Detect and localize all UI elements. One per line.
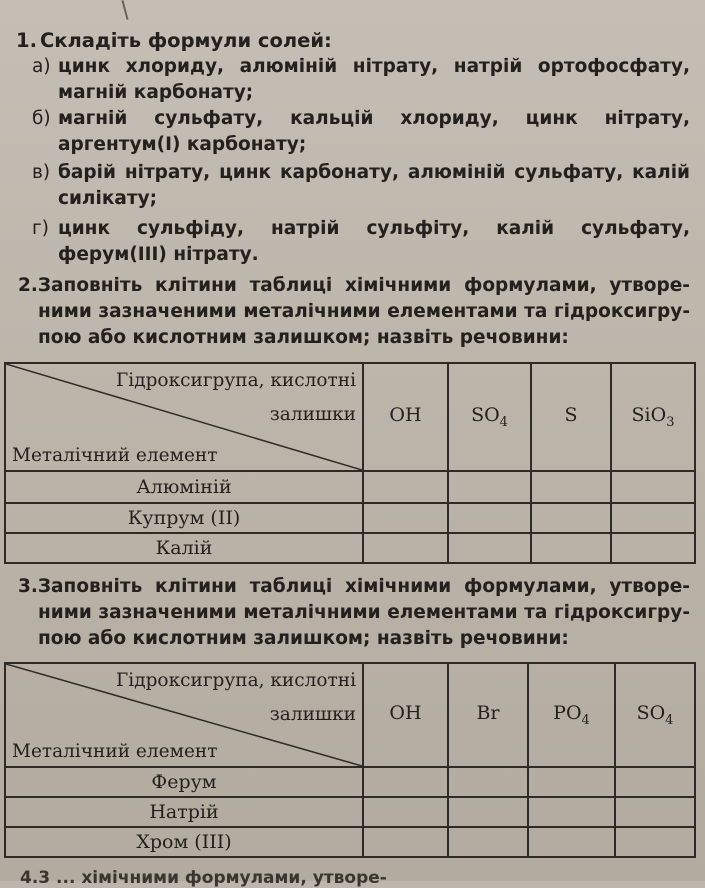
- task1-item-a: [32, 54, 690, 106]
- task1-item-b: [32, 106, 690, 158]
- task2-line1-text: Заповніть клітини таблиці хімічними формулами, утворе-: [37, 275, 690, 296]
- task2-line1: [18, 273, 690, 299]
- col-main: SO: [471, 404, 500, 427]
- header-top-label: Гідроксигрупа, кислотні: [116, 670, 356, 691]
- column-header: [448, 663, 528, 767]
- col-main: SO: [636, 702, 666, 725]
- column-header: [528, 663, 615, 767]
- metal-cell: Алюміній: [5, 471, 363, 503]
- table-header-row: [5, 363, 695, 471]
- col-main: S: [564, 404, 578, 427]
- table-row: [5, 797, 695, 827]
- col-main: OH: [389, 702, 422, 725]
- answer-cell[interactable]: [528, 767, 615, 797]
- answer-cell[interactable]: [363, 471, 448, 503]
- answer-cell[interactable]: [363, 767, 448, 797]
- header-top-label-2: залишки: [269, 404, 356, 425]
- item-letter: в): [32, 162, 51, 183]
- column-header: [363, 363, 448, 471]
- diagonal-header-cell: [5, 663, 363, 767]
- answer-cell[interactable]: [528, 827, 615, 857]
- task3-line1: [18, 574, 690, 600]
- answer-cell[interactable]: [531, 533, 611, 563]
- answer-cell[interactable]: [615, 767, 695, 797]
- task2-line3: пою або кислотним залишком; назвіть речовини:: [38, 327, 569, 348]
- answer-cell[interactable]: [363, 827, 448, 857]
- item-line: ферум(ІІІ) нітрату.: [58, 244, 259, 265]
- header-top-label: Гідроксигрупа, кислотні: [116, 370, 356, 391]
- table-row: [5, 767, 695, 797]
- table-row: [5, 471, 695, 503]
- col-sub: 4: [665, 712, 674, 728]
- col-sub: 4: [499, 414, 508, 430]
- answer-cell[interactable]: [448, 797, 528, 827]
- table-row: [5, 533, 695, 563]
- col-main: Br: [476, 702, 500, 725]
- answer-cell[interactable]: [615, 797, 695, 827]
- answer-cell[interactable]: [528, 797, 615, 827]
- item-line: силікату;: [58, 188, 158, 209]
- metal-cell: Ферум: [5, 767, 363, 797]
- column-header: [611, 363, 695, 471]
- answer-cell[interactable]: [448, 503, 531, 533]
- item-line: аргентум(І) карбонату;: [58, 134, 307, 155]
- answer-cell[interactable]: [611, 471, 695, 503]
- item-line: цинк хлориду, алюміній нітрату, натрій ортофосфату,: [58, 56, 690, 77]
- task1-heading: [16, 28, 332, 53]
- answer-cell[interactable]: [448, 471, 531, 503]
- col-main: PO: [553, 702, 582, 725]
- item-line: магній карбонату;: [58, 82, 254, 103]
- header-bottom-label: Металічний елемент: [12, 741, 218, 762]
- answer-cell[interactable]: [611, 503, 695, 533]
- metal-cell: Калій: [5, 533, 363, 563]
- task3-line1-text: Заповніть клітини таблиці хімічними формулами, утворе-: [37, 576, 690, 597]
- metal-cell: Купрум (ІІ): [5, 503, 363, 533]
- table-row: [5, 827, 695, 857]
- header-top-label-2: залишки: [269, 704, 356, 725]
- answer-cell[interactable]: [448, 533, 531, 563]
- pen-tick-mark: [121, 0, 128, 20]
- item-letter: б): [32, 108, 51, 129]
- col-main: OH: [389, 404, 422, 427]
- answer-cell[interactable]: [363, 533, 448, 563]
- task2-table: [4, 362, 696, 564]
- task3-table: [4, 662, 696, 858]
- header-bottom-label: Металічний елемент: [12, 445, 218, 466]
- metal-cell: Натрій: [5, 797, 363, 827]
- answer-cell[interactable]: [531, 503, 611, 533]
- answer-cell[interactable]: [448, 827, 528, 857]
- col-sub: 4: [581, 712, 590, 728]
- task3-line3: пою або кислотним залишком; назвіть речовини:: [38, 628, 569, 649]
- answer-cell[interactable]: [363, 797, 448, 827]
- task1-title: Складіть формули солей:: [39, 29, 332, 52]
- column-header: [448, 363, 531, 471]
- item-line: магній сульфату, кальцій хлориду, цинк нітрату,: [58, 108, 690, 129]
- task2-intro: [18, 273, 690, 351]
- task1-item-d: [32, 216, 690, 268]
- item-letter: г): [32, 218, 49, 239]
- answer-cell[interactable]: [531, 471, 611, 503]
- cut-off-next-task: 4.3 ... хімічними формулами, утворе-: [20, 868, 387, 888]
- task2-line2: ними зазначеними металічними елементами та гідроксигру-: [38, 301, 690, 322]
- col-sub: 3: [666, 414, 675, 430]
- answer-cell[interactable]: [448, 767, 528, 797]
- task1-item-c: [32, 160, 690, 212]
- task1-number: 1.: [16, 29, 37, 52]
- diagonal-header-cell: [5, 363, 363, 471]
- column-header: [531, 363, 611, 471]
- answer-cell[interactable]: [363, 503, 448, 533]
- task3-number: 3.: [18, 576, 38, 597]
- task3-line2: ними зазначеними металічними елементами та гідроксигру-: [38, 602, 690, 623]
- item-letter: а): [32, 56, 51, 77]
- column-header: [615, 663, 695, 767]
- task3-intro: [18, 574, 690, 652]
- answer-cell[interactable]: [615, 827, 695, 857]
- item-line: цинк сульфіду, натрій сульфіту, калій сульфату,: [58, 218, 690, 239]
- col-main: SiO: [631, 404, 667, 427]
- item-line: барій нітрату, цинк карбонату, алюміній сульфату, калій: [58, 162, 690, 183]
- table-row: [5, 503, 695, 533]
- table-header-row: [5, 663, 695, 767]
- task2-number: 2.: [18, 275, 38, 296]
- answer-cell[interactable]: [611, 533, 695, 563]
- metal-cell: Хром (ІІІ): [5, 827, 363, 857]
- column-header: [363, 663, 448, 767]
